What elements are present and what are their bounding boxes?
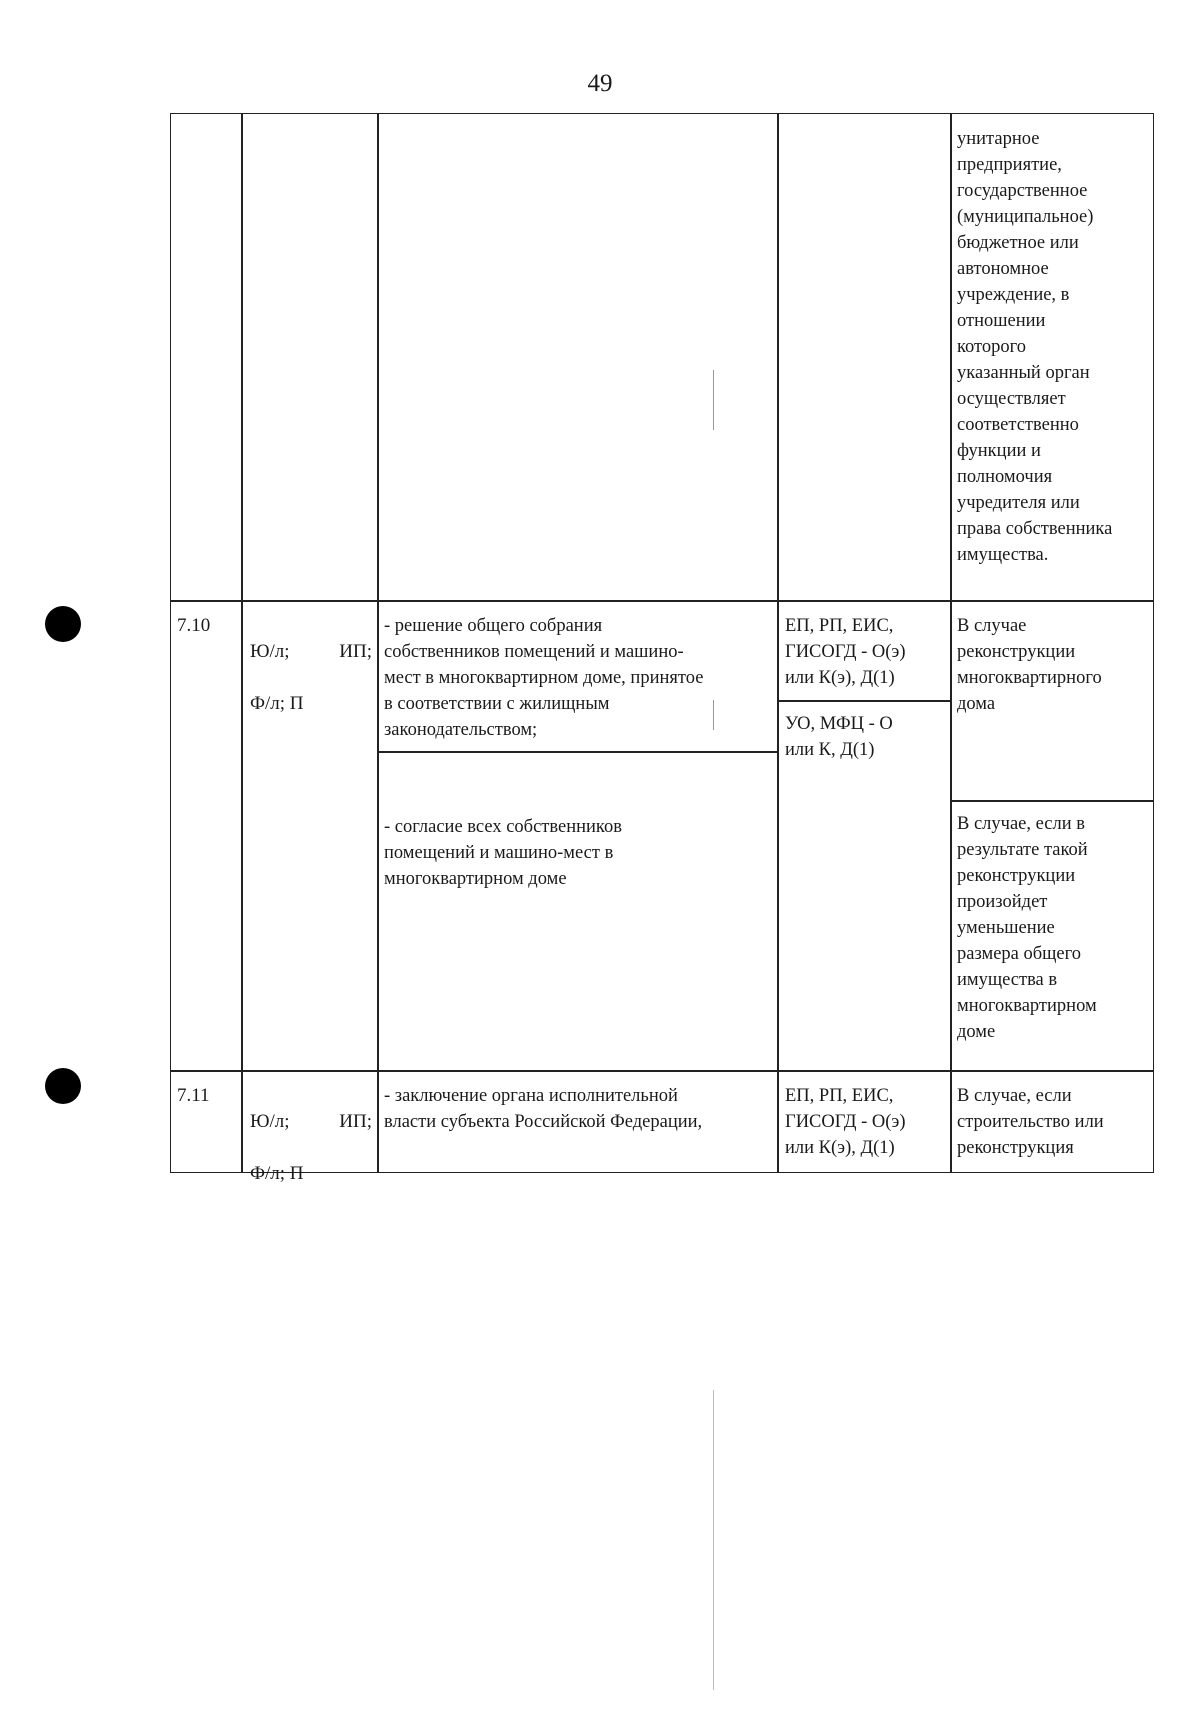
party-cell (250, 613, 372, 743)
party-legal-entity: Ю/л; (250, 641, 290, 662)
document-cell: - решение общего собрания собственников помещений и машино- мест в многоквартирном доме, принятое в соответствии с жилищным законодательством; (384, 616, 704, 740)
scan-speck (713, 700, 714, 730)
condition-cell: В случае, если строительство или реконструкция (957, 1086, 1104, 1158)
subrow-divider (777, 700, 950, 702)
punch-hole (45, 1068, 81, 1104)
row-divider (170, 1070, 1154, 1072)
page-number: 49 (587, 70, 613, 97)
row-divider (170, 600, 1154, 602)
party-legal-entity: Ю/л; (250, 1111, 290, 1132)
col-divider (950, 113, 952, 1173)
subrow-divider (950, 800, 1154, 802)
party-individual: Ф/л; П (250, 693, 304, 714)
party-individual: Ф/л; П (250, 1163, 304, 1184)
basis-cell: ЕП, РП, ЕИС, ГИСОГД - О(э) или К(э), Д(1) (785, 1086, 906, 1158)
col-divider (377, 113, 379, 1173)
basis-cell: УО, МФЦ - О или К, Д(1) (785, 714, 893, 760)
punch-hole (45, 606, 81, 642)
subrow-divider (378, 751, 777, 753)
condition-cell: В случае реконструкции многоквартирного дома (957, 616, 1102, 714)
condition-cell: унитарное предприятие, государственное (муниципальное) бюджетное или автономное учреждение, в отношении которого указанный орган осуществляет соответственно функции и полномочия учредителя или права собственника имущества. (957, 129, 1113, 565)
document-cell: - согласие всех собственников помещений и машино-мест в многоквартирном доме (384, 817, 622, 889)
party-entrepreneur: ИП; (339, 641, 372, 662)
col-divider (241, 113, 243, 1173)
row-number: 7.10 (177, 615, 211, 636)
basis-cell: ЕП, РП, ЕИС, ГИСОГД - О(э) или К(э), Д(1) (785, 616, 906, 688)
row-number: 7.11 (177, 1085, 210, 1106)
col-divider (777, 113, 779, 1173)
document-cell: - заключение органа исполнительной власти субъекта Российской Федерации, (384, 1086, 703, 1132)
condition-cell: В случае, если в результате такой реконструкции произойдет уменьшение размера общего имущества в многоквартирном доме (957, 814, 1097, 1042)
party-cell (250, 1083, 372, 1213)
scan-speck (713, 370, 714, 430)
scan-fold-line (713, 1390, 714, 1690)
party-entrepreneur: ИП; (339, 1111, 372, 1132)
